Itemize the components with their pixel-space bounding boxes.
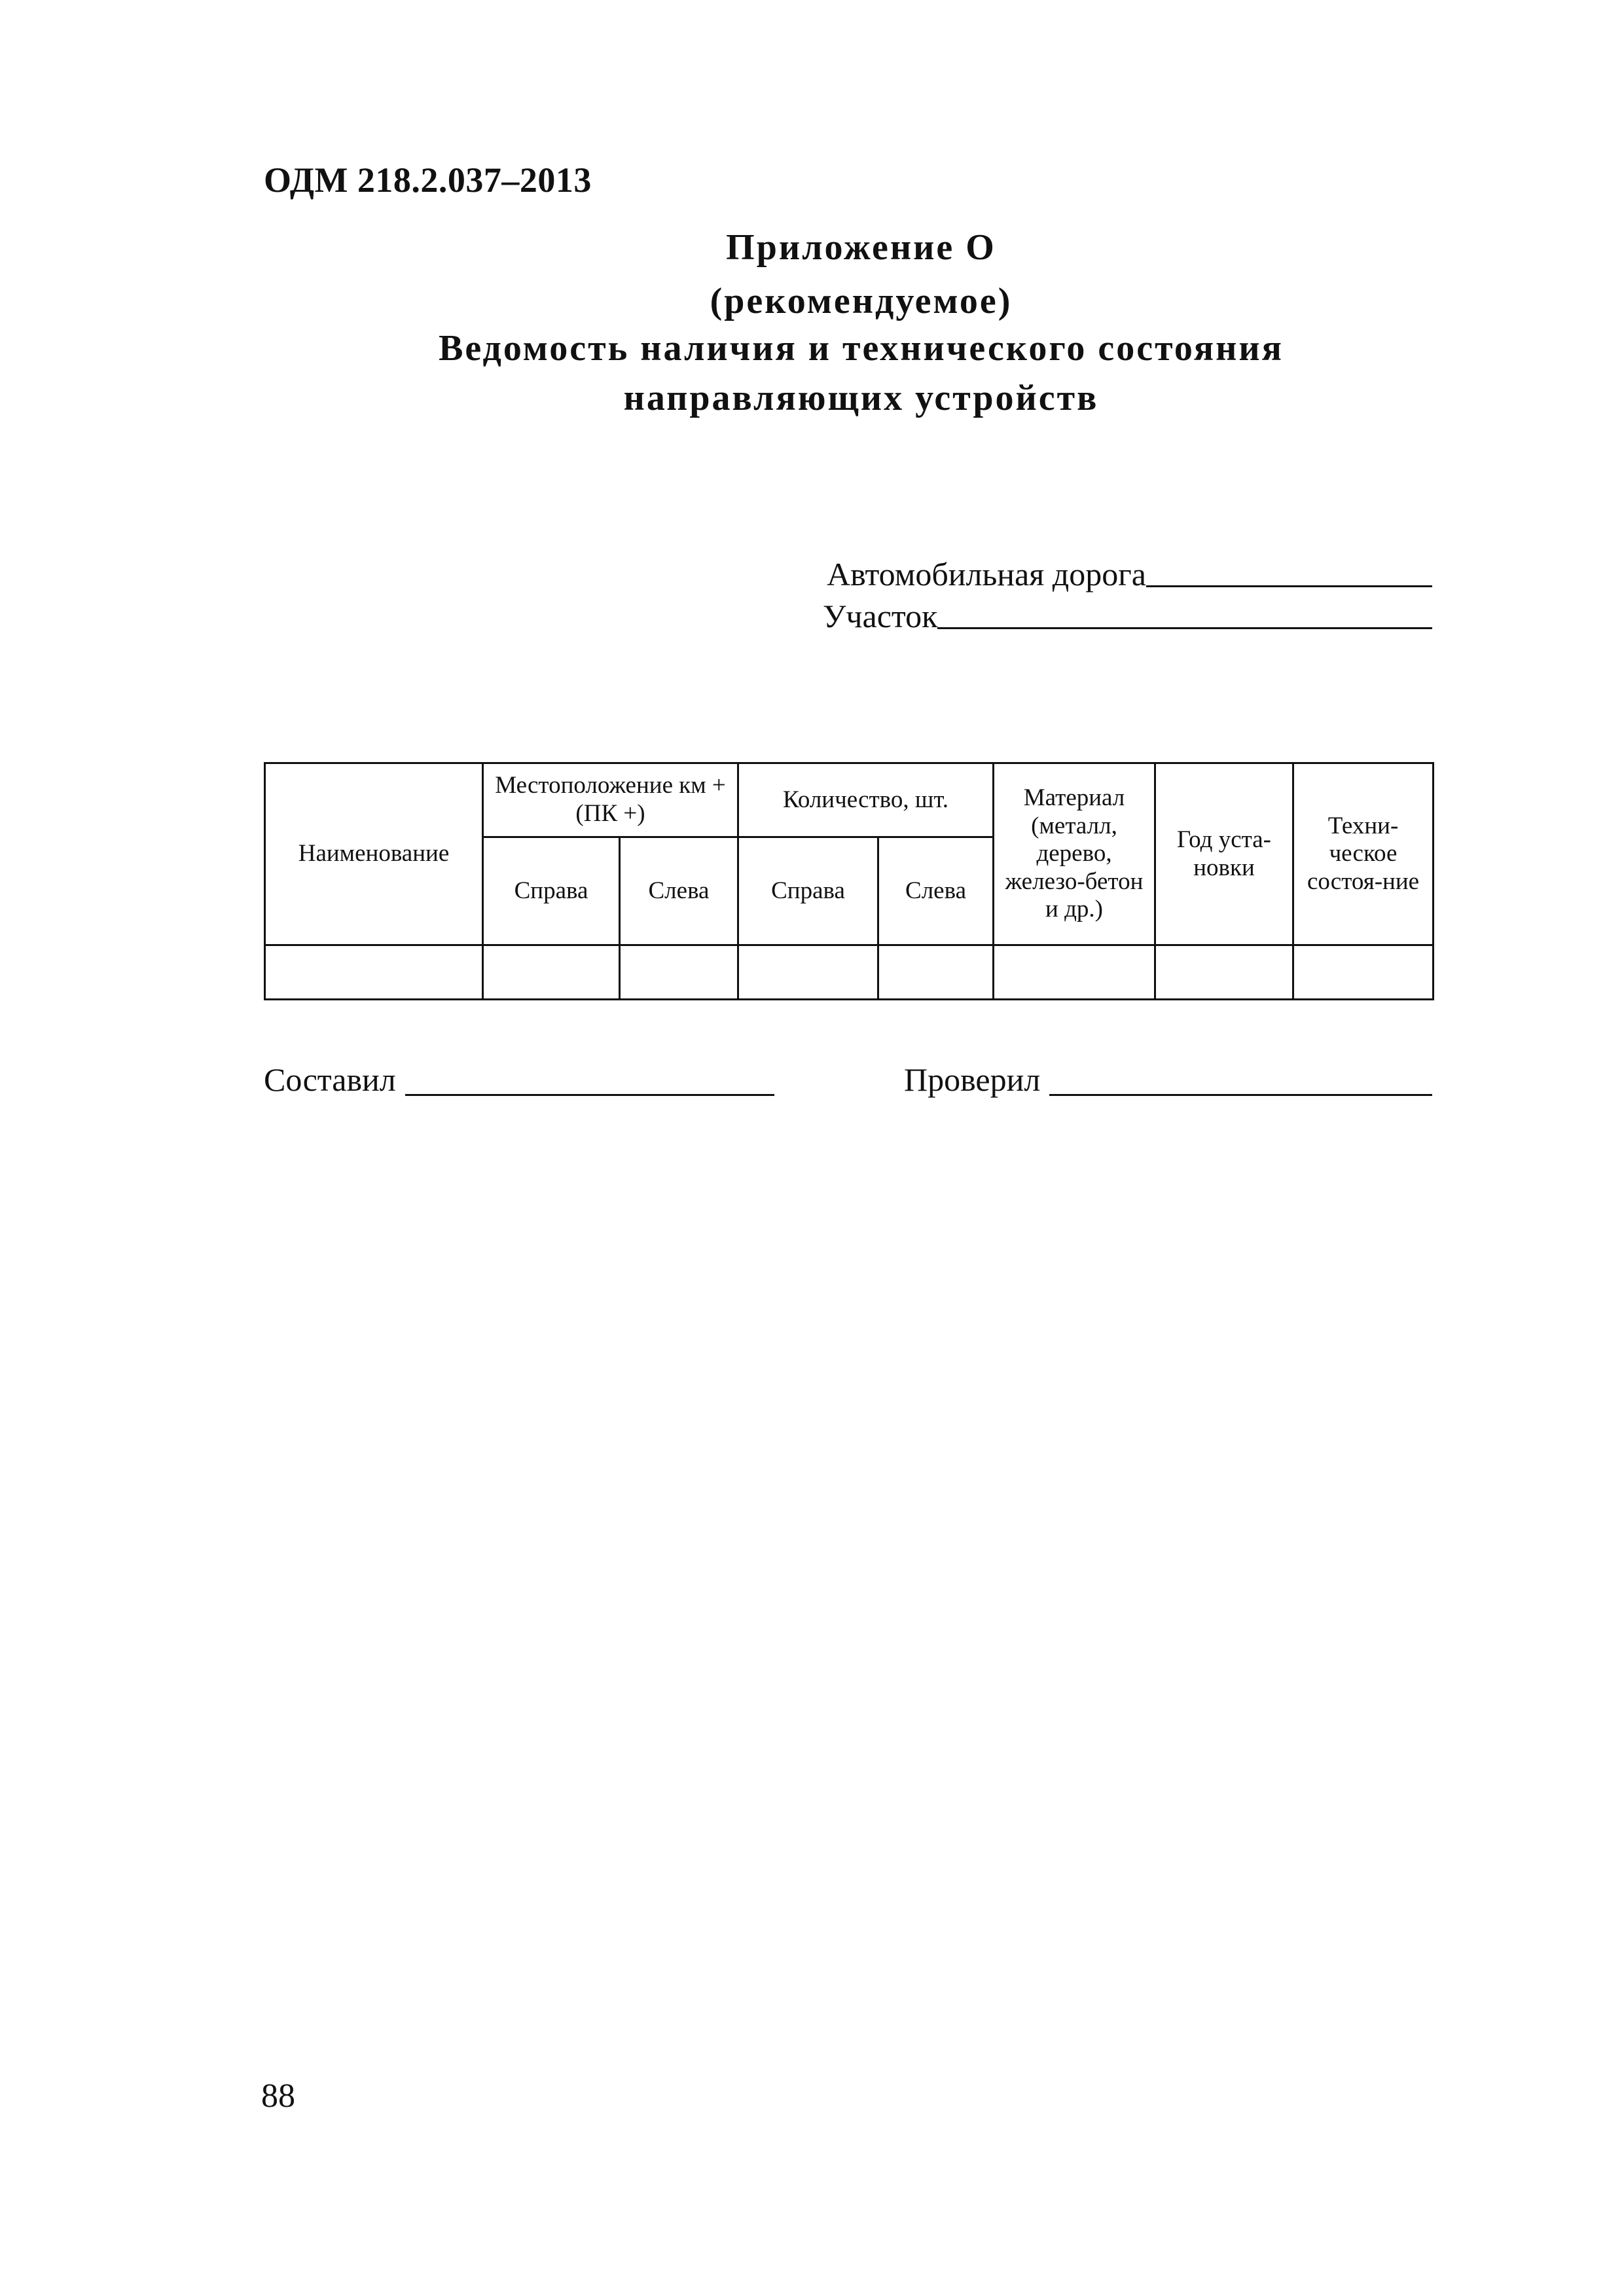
checked-by-field [904,1061,1432,1099]
road-label: Автомобильная дорога [827,556,1146,592]
header-location: Местоположение км + (ПК +) [483,763,738,837]
register-title-line1: Ведомость наличия и технического состояния [439,328,1284,369]
page-number: 88 [261,2077,295,2115]
compiled-by-label: Составил [264,1061,396,1098]
compiled-by-field [264,1061,774,1099]
cell-quantity-right [738,945,878,1000]
header-condition: Техни-ческое состоя-ние [1293,763,1434,945]
header-year: Год уста-новки [1155,763,1293,945]
section-label: Участок [823,598,938,634]
section-blank-line [937,627,1432,629]
appendix-status: (рекомендуемое) [710,281,1013,321]
subheader-location-right: Справа [483,837,620,945]
cell-year [1155,945,1293,1000]
subheader-location-left: Слева [620,837,738,945]
road-field [827,555,1432,593]
checked-by-label: Проверил [904,1061,1041,1098]
register-table [264,762,1434,1000]
subheader-quantity-right: Справа [738,837,878,945]
road-blank-line [1146,585,1432,587]
checked-by-line [1049,1093,1432,1096]
cell-quantity-left [878,945,994,1000]
header-material: Материал (металл, дерево, железо-бетон и др.) [994,763,1155,945]
section-field [823,597,1432,635]
cell-name [265,945,483,1000]
cell-material [994,945,1155,1000]
header-quantity: Количество, шт. [738,763,994,837]
appendix-title: Приложение О [726,227,996,268]
cell-location-right [483,945,620,1000]
header-name: Наименование [265,763,483,945]
compiled-by-line [405,1093,774,1096]
cell-condition [1293,945,1434,1000]
register-title-line2: направляющих устройств [623,378,1099,418]
document-code: ОДМ 218.2.037–2013 [264,160,592,200]
table-row [265,945,1434,1000]
subheader-quantity-left: Слева [878,837,994,945]
header-row-top [265,763,1434,837]
cell-location-left [620,945,738,1000]
